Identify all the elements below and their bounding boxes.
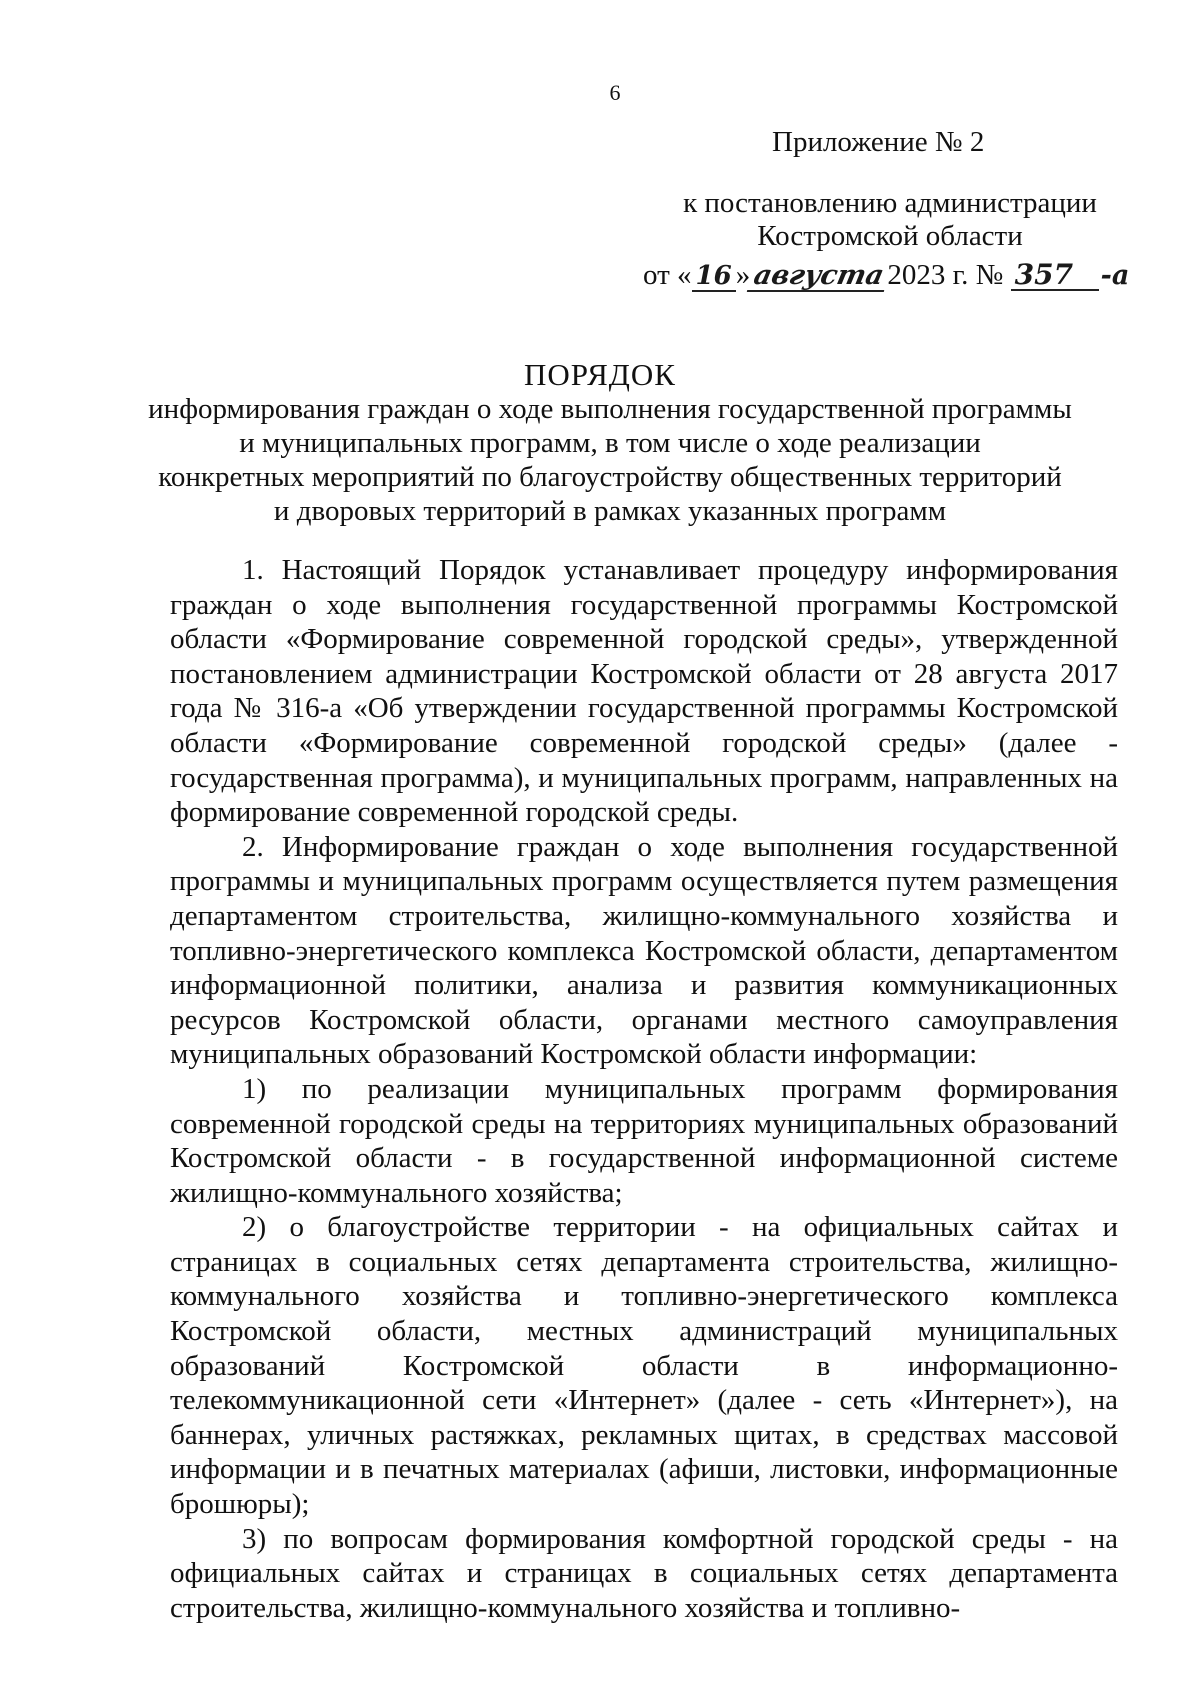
date-quote-close: » [735, 259, 751, 291]
decree-line: Костромской области [757, 220, 1023, 252]
document-subheading [120, 392, 1100, 528]
paragraph: 2) о благоустройстве территории - на официальных сайтах и страницах в социальных сетях департамента строительства, жилищно-коммунального хозяйства и топливно-энергетического комплекса Костромской области, местных администраций муниципальных образований Костромской области в информационно-телекоммуникационной сети «Интернет» (далее - сеть «Интернет»), на баннерах, уличных растяжках, рекламных щитах, в средствах массовой информации и в печатных материалах (афиши, листовки, информационные брошюры); [170, 1211, 1118, 1521]
decree-line: к постановлению администрации [683, 187, 1097, 219]
subheading-line: и дворовых территорий в рамках указанных программ [273, 495, 947, 527]
handwritten-decree-suffix: -а [1100, 260, 1130, 291]
subheading-line: и муниципальных программ, в том числе о ходе реализации [239, 427, 981, 459]
date-prefix: от « [643, 259, 692, 291]
handwritten-month: августа [747, 262, 890, 292]
subheading-line: конкретных мероприятий по благоустройству общественных территорий [158, 461, 1062, 493]
paragraph: 2. Информирование граждан о ходе выполнения государственной программы и муниципальных программ осуществляется путем размещения департаментом строительства, жилищно-коммунального хозяйства и топливно-энергетического комплекса Костромской области, департаментом информационной политики, анализа и развития коммуникационных ресурсов Костромской области, органами местного самоуправления муниципальных образований Костромской области информации: [170, 830, 1118, 1071]
decree-reference [610, 187, 1170, 253]
document-body [170, 553, 1118, 1625]
appendix-title: Приложение № 2 [772, 126, 985, 158]
paragraph: 1) по реализации муниципальных программ формирования современной городской среды на территориях муниципальных образований Костромской области - в государственной информационной системе жилищно-коммунального хозяйства; [170, 1072, 1118, 1209]
paragraph: 3) по вопросам формирования комфортной городской среды - на официальных сайтах и страницах в социальных сетях департамента строительства, жилищно-коммунального хозяйства и топливно- [170, 1522, 1118, 1624]
paragraph: 1. Настоящий Порядок устанавливает процедуру информирования граждан о ходе выполнения государственной программы Костромской области «Формирование современной городской среды», утвержденной постановлением администрации Костромской области от 28 августа 2017 года № 316-а «Об утверждении государственной программы Костромской области «Формирование современной городской среды» (далее - государственная программа), и муниципальных программ, направленных на формирование современной городской среды. [170, 554, 1118, 829]
page-number: 6 [609, 80, 621, 105]
handwritten-day: 16 [692, 262, 736, 292]
subheading-line: информирования граждан о ходе выполнения государственной программы [148, 393, 1072, 425]
document-heading: ПОРЯДОК [524, 357, 676, 392]
handwritten-decree-number: 357 [1011, 261, 1099, 291]
date-year: 2023 г. № [887, 259, 1004, 291]
decree-date-line [643, 258, 1133, 292]
